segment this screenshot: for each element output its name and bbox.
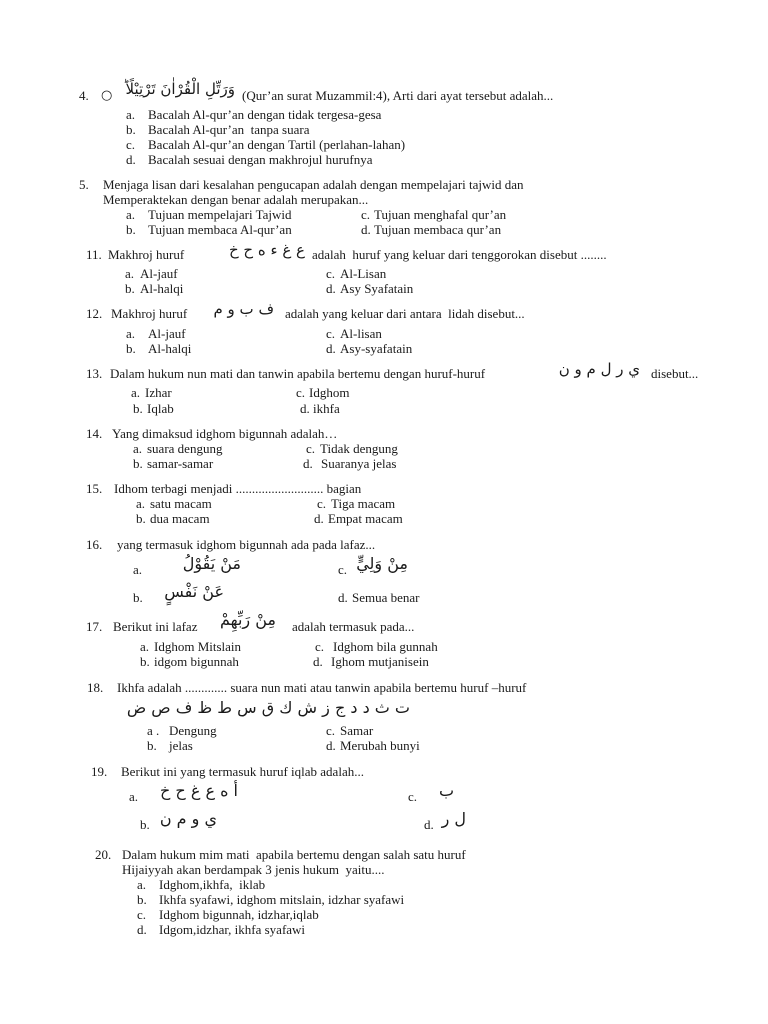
question-number: 17. [86, 619, 103, 634]
arabic-letters: ت ث د د ج ز ش ك ق س ط ظ ف ص ض [126, 698, 410, 717]
option-letter: c. [137, 907, 147, 922]
option-text: Ighom mutjanisein [331, 654, 429, 669]
question-number: 4. [79, 88, 89, 103]
arabic-letters: ب [438, 781, 454, 800]
option-text: Bacalah Al-qur’an dengan Tartil (perlahan-lahan) [148, 137, 406, 152]
question-stem: Makhroj huruf [108, 247, 185, 262]
option-letter: d. [326, 738, 336, 753]
arabic-lafaz: مِنْ وَلِيٍّ [356, 554, 408, 573]
option-text: Empat macam [328, 511, 403, 526]
option-letter: d. [361, 222, 371, 237]
option-text: Al-jauf [148, 326, 186, 341]
option-letter: d. [126, 152, 136, 167]
option-letter: a. [129, 789, 139, 804]
question-number: 16. [86, 537, 103, 552]
option-letter: c. [296, 385, 306, 400]
option-letter: b. [147, 738, 157, 753]
option-text: Tujuan menghafal qur’an [374, 207, 507, 222]
option-text: Al-halqi [140, 281, 184, 296]
option-text: Idghom bigunnah, idzhar,iqlab [159, 907, 319, 922]
arabic-letters: ي و م ن [159, 809, 217, 828]
option-letter: a . [147, 723, 160, 738]
option-letter: c. [326, 266, 336, 281]
option-text: Merubah bunyi [340, 738, 420, 753]
option-letter: c. [317, 496, 327, 511]
question-number: 11. [86, 247, 102, 262]
question-stem: disebut... [651, 366, 699, 381]
option-letter: c. [306, 441, 316, 456]
question-stem: Berikut ini yang termasuk huruf iqlab adalah... [121, 764, 364, 779]
option-text: Tujuan membaca qur’an [374, 222, 502, 237]
option-letter: c. [326, 326, 336, 341]
option-text: Idghom,ikhfa, iklab [159, 877, 266, 892]
option-letter: c. [408, 789, 418, 804]
option-letter: d. [338, 590, 348, 605]
option-text: Asy-syafatain [340, 341, 413, 356]
question-number: 5. [79, 177, 89, 192]
option-text: Idghom bila gunnah [333, 639, 438, 654]
arabic-lafaz: عَنْ نَفْسٍ [164, 582, 224, 601]
option-letter: b. [125, 281, 135, 296]
arabic-lafaz: مِنْ رَبِّهِمْ [219, 610, 276, 629]
option-letter: b. [133, 456, 143, 471]
option-letter: a. [133, 562, 143, 577]
question-stem: Menjaga lisan dari kesalahan pengucapan adalah dengan mempelajari tajwid dan [103, 177, 524, 192]
option-letter: a. [137, 877, 147, 892]
option-letter: b. [133, 590, 143, 605]
arabic-letters: ع غ ء ه ح خ [228, 241, 305, 259]
option-text: Bacalah sesuai dengan makhrojul hurufnya [148, 152, 373, 167]
option-letter: a. [140, 639, 150, 654]
option-letter: d. [424, 817, 434, 832]
question-number: 13. [86, 366, 103, 381]
option-text: Tujuan membaca Al-qur’an [148, 222, 292, 237]
option-letter: d. [314, 511, 324, 526]
option-letter: b. [140, 654, 150, 669]
question-stem: Yang dimaksud idghom bigunnah adalah… [112, 426, 338, 441]
option-text: Tujuan mempelajari Tajwid [148, 207, 292, 222]
option-letter: d. [300, 401, 310, 416]
question-stem: Dalam hukum nun mati dan tanwin apabila bertemu dengan huruf-huruf [110, 366, 486, 381]
option-text: Al-Lisan [340, 266, 387, 281]
option-letter: d. [137, 922, 147, 937]
option-text: Bacalah Al-qur’an dengan tidak tergesa-gesa [148, 107, 382, 122]
option-letter: b. [126, 222, 136, 237]
option-letter: a. [126, 326, 136, 341]
arabic-verse: وَرَتِّلِ الْقُرْاٰنَ تَرْتِيْلًاؕ [125, 80, 235, 98]
option-letter: d. [326, 341, 336, 356]
question-stem: Idhom terbagi menjadi ........................... bagian [114, 481, 362, 496]
option-letter: c. [338, 562, 348, 577]
question-stem: Dalam hukum mim mati apabila bertemu dengan salah satu huruf [122, 847, 466, 862]
option-text: Ikhfa syafawi, idghom mitslain, idzhar syafawi [159, 892, 405, 907]
arabic-letters: ل ر [441, 809, 466, 828]
question-stem: adalah yang keluar dari antara lidah disebut... [285, 306, 525, 321]
arabic-letters: أ ه ع غ ح خ [159, 781, 238, 800]
option-text: satu macam [150, 496, 212, 511]
option-text: Idgom,idzhar, ikhfa syafawi [159, 922, 306, 937]
option-text: Al-halqi [148, 341, 192, 356]
arabic-lafaz: مَنْ يَقُوْلُ [182, 554, 241, 573]
question-number: 12. [86, 306, 103, 321]
question-stem: adalah huruf yang keluar dari tenggorokan disebut ........ [312, 247, 607, 262]
question-number: 15. [86, 481, 103, 496]
option-letter: a. [131, 385, 141, 400]
option-text: dua macam [150, 511, 210, 526]
question-stem: adalah termasuk pada... [292, 619, 415, 634]
arabic-letters: ي ر ل م و ن [558, 360, 640, 378]
option-letter: d. [303, 456, 313, 471]
option-letter: a. [136, 496, 146, 511]
arabic-letters: ف ب و م [213, 300, 274, 318]
option-letter: b. [126, 122, 136, 137]
option-letter: b. [136, 511, 146, 526]
option-text: Tiga macam [331, 496, 396, 511]
option-text: idgom bigunnah [154, 654, 239, 669]
question-stem: Ikhfa adalah ............. suara nun mati atau tanwin apabila bertemu huruf –huruf [117, 680, 527, 695]
option-letter: c. [361, 207, 371, 222]
option-text: Idghom Mitslain [154, 639, 242, 654]
option-text: Al-lisan [340, 326, 382, 341]
option-letter: a. [126, 207, 136, 222]
circle-bullet-icon: ○ [101, 88, 113, 103]
question-stem: Memperaktekan dengan benar adalah merupakan... [103, 192, 369, 207]
option-text: Asy Syafatain [340, 281, 414, 296]
option-text: suara dengung [147, 441, 223, 456]
question-number: 20. [95, 847, 112, 862]
option-letter: c. [315, 639, 325, 654]
option-letter: c. [126, 137, 136, 152]
question-stem: yang termasuk idghom bigunnah ada pada lafaz... [117, 537, 376, 552]
option-text: Samar [340, 723, 374, 738]
option-text: Iqlab [147, 401, 174, 416]
option-text: Idghom [309, 385, 350, 400]
question-stem: Berikut ini lafaz [113, 619, 198, 634]
option-text: jelas [169, 738, 193, 753]
option-letter: d. [313, 654, 323, 669]
question-stem: (Qur’an surat Muzammil:4), Arti dari ayat tersebut adalah... [242, 88, 554, 103]
option-text: samar-samar [147, 456, 214, 471]
question-number: 14. [86, 426, 103, 441]
option-letter: a. [126, 107, 136, 122]
option-letter: a. [133, 441, 143, 456]
question-stem: Makhroj huruf [111, 306, 188, 321]
option-letter: b. [137, 892, 147, 907]
option-text: Izhar [145, 385, 172, 400]
option-letter: a. [125, 266, 135, 281]
option-text: Tidak dengung [320, 441, 398, 456]
option-letter: b. [126, 341, 136, 356]
option-text: ikhfa [313, 401, 340, 416]
option-text: Suaranya jelas [321, 456, 397, 471]
option-text: Semua benar [352, 590, 420, 605]
question-stem: Hijaiyyah akan berdampak 3 jenis hukum yaitu.... [122, 862, 385, 877]
option-letter: d. [326, 281, 336, 296]
option-letter: c. [326, 723, 336, 738]
question-number: 18. [87, 680, 104, 695]
option-text: Dengung [169, 723, 217, 738]
option-text: Bacalah Al-qur’an tanpa suara [148, 122, 310, 137]
option-letter: b. [140, 817, 150, 832]
question-number: 19. [91, 764, 108, 779]
option-text: Al-jauf [140, 266, 178, 281]
option-letter: b. [133, 401, 143, 416]
